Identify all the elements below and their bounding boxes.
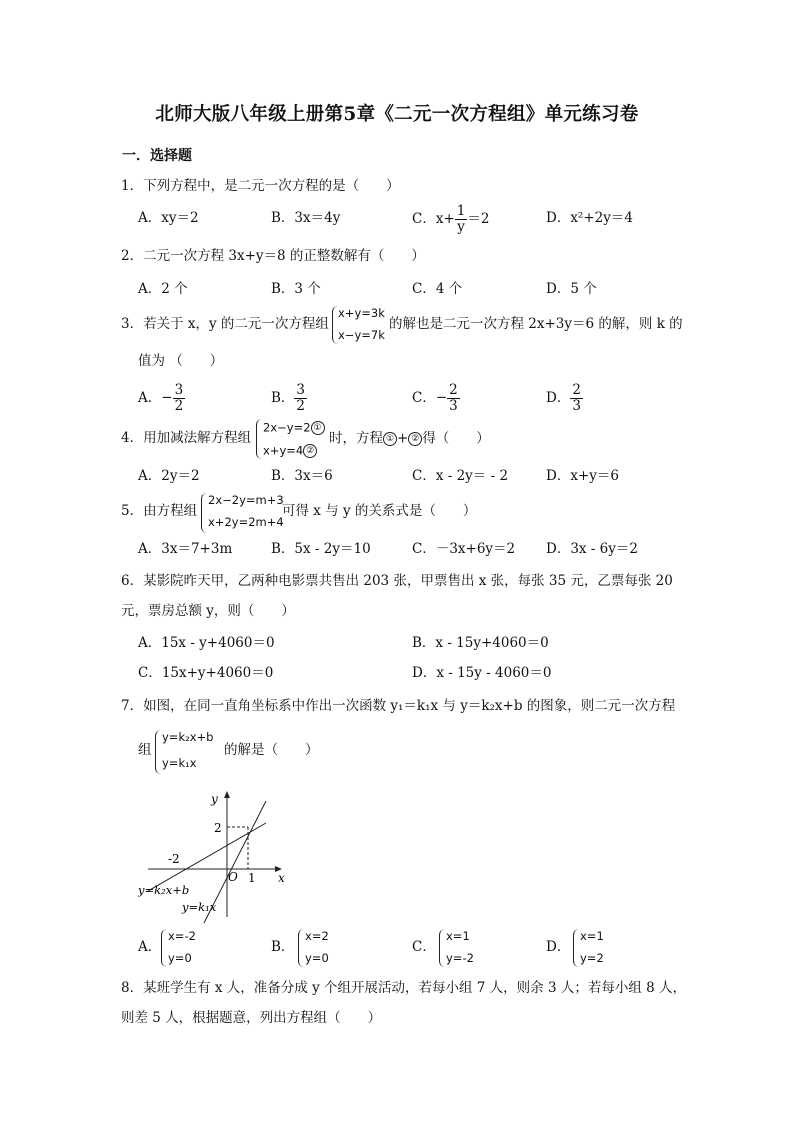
q7-option-c-eq1: x=1 [446, 929, 470, 943]
q7-option-d-label: D． [546, 939, 571, 955]
question-3-pre: 3．若关于 x，y 的二元一次方程组 [121, 316, 329, 332]
question-5-pre: 5．由方程组 [121, 503, 198, 519]
q3-option-c: C．− $\frac{2}{3}$ [412, 382, 458, 414]
tick-label-2: 2 [214, 821, 222, 835]
q7-system-eq2: y=k₁x [162, 756, 197, 770]
question-1-stem: 1．下列方程中，是二元一次方程的是（ ） [121, 178, 400, 194]
q7-system-eq1: y=k₂x+b [162, 730, 214, 744]
q5-system-eq1: 2x−2y=m+3 [208, 493, 284, 507]
q6-option-c: C．15x+y+4060＝0 [138, 665, 274, 681]
question-8-line2: 则差 5 人，根据题意，列出方程组（ ） [121, 1010, 382, 1026]
q7-function-graph [138, 785, 308, 925]
q4-option-a: A．2y＝2 [138, 468, 200, 484]
q4-option-b: B．3x＝6 [271, 468, 333, 484]
q4-option-d: D．x+y＝6 [546, 468, 619, 484]
q3-option-d: D． $\frac{2}{3}$ [546, 382, 581, 414]
q4-option-c: C．x - 2y＝ - 2 [412, 468, 509, 484]
tick-label-1: 1 [248, 871, 256, 885]
q7-option-b-eq2: y=0 [305, 951, 329, 965]
tick-label-minus-2: -2 [168, 852, 180, 866]
question-4-post: 时，方程 ① + ② 得（ ） [329, 430, 490, 447]
y-axis-label: y [211, 792, 218, 806]
q1-option-c: C．x+ $\frac{1}{y}$ ＝2 [412, 203, 490, 235]
q2-option-c: C．4 个 [412, 281, 463, 297]
page-title: 北师大版八年级上册第5章《二元一次方程组》单元练习卷 [155, 104, 639, 125]
section-heading: 一．选择题 [122, 148, 192, 164]
question-6-line2: 元，票房总额 y，则（ ） [121, 603, 295, 619]
question-3-line2: 值为 （ ） [138, 353, 224, 369]
q5-option-a: A．3x＝7+3m [138, 541, 233, 557]
origin-label: O [228, 870, 238, 884]
y-axis-arrow [224, 791, 230, 798]
q3-option-b: B． $\frac{3}{2}$ [271, 382, 306, 414]
q6-option-b: B．x - 15y+4060＝0 [412, 635, 549, 651]
q1-option-b: B．3x＝4y [271, 210, 341, 226]
q7-option-d-eq2: y=2 [580, 951, 604, 965]
q4-system-eq1: 2x−y=2 ① [263, 421, 325, 435]
question-6-line1: 6．某影院昨天甲，乙两种电影票共售出 203 张，甲票售出 x 张，每张 35 元，乙票每张 20 [121, 573, 673, 589]
question-2-stem: 2．二元一次方程 3x+y＝8 的正整数解有（ ） [121, 248, 425, 264]
q7-option-d-eq1: x=1 [580, 929, 604, 943]
q5-system-eq2: x+2y=2m+4 [208, 515, 284, 529]
question-7-line1: 7．如图，在同一直角坐标系中作出一次函数 y₁＝k₁x 与 y＝k₂x+b 的图象，则二元一次方程 [121, 698, 676, 714]
question-5-post: 可得 x 与 y 的关系式是（ ） [282, 503, 477, 519]
q6-option-a: A．15x - y+4060＝0 [138, 635, 275, 651]
line-label-k2x-plus-b: y=k₂x+b [138, 883, 190, 897]
line-label-k1x: y=k₁x [182, 900, 217, 914]
q5-option-b: B．5x - 2y＝10 [271, 541, 371, 557]
q7-option-c-eq2: y=-2 [446, 951, 474, 965]
q7-option-b-eq1: x=2 [305, 929, 329, 943]
question-4-pre: 4．用加减法解方程组 [121, 430, 252, 446]
q5-option-c: C．－3x+6y＝2 [412, 541, 516, 557]
question-7-pre2: 组 [138, 742, 152, 758]
q5-option-d: D．3x - 6y＝2 [546, 541, 638, 557]
question-3-post: 的解也是二元一次方程 2x+3y＝6 的解，则 k 的 [389, 316, 683, 332]
q2-option-b: B．3 个 [271, 281, 321, 297]
q6-option-d: D．x - 15y - 4060＝0 [412, 665, 552, 681]
q1-option-a: A．xy＝2 [138, 210, 199, 226]
q7-option-a-eq2: y=0 [168, 951, 192, 965]
q3-option-a: A．− $\frac{3}{2}$ [138, 382, 184, 414]
q4-system-eq2: x+y=4 ② [263, 444, 317, 458]
q7-option-a-eq1: x=-2 [168, 929, 196, 943]
x-axis-label: x [278, 871, 285, 885]
q1-option-d: D．x²+2y＝4 [546, 210, 633, 226]
q7-option-c-label: C． [412, 939, 436, 955]
q7-option-a-label: A． [138, 939, 162, 955]
q7-option-b-label: B． [271, 939, 295, 955]
q2-option-d: D．5 个 [546, 281, 597, 297]
q2-option-a: A．2 个 [138, 281, 188, 297]
q3-system-eq2: x−y=7k [338, 328, 385, 342]
question-8-line1: 8．某班学生有 x 人，准备分成 y 个组开展活动，若每小组 7 人，则余 3 人；若每小组 8 人， [121, 980, 687, 996]
question-7-post2: 的解是（ ） [224, 742, 319, 758]
q3-system-eq1: x+y=3k [338, 306, 385, 320]
